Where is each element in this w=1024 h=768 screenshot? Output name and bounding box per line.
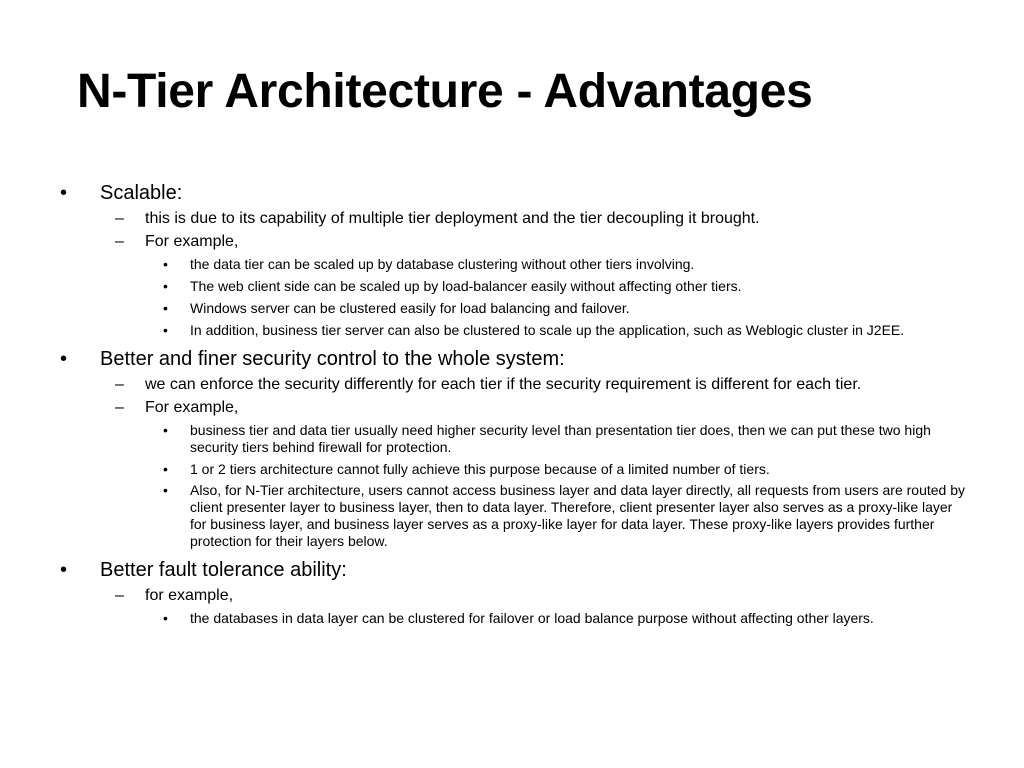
sub-item <box>60 375 970 394</box>
bullet-marker: • <box>163 256 168 273</box>
bullet-item-scalable <box>60 181 970 205</box>
sub-item-text: this is due to its capability of multiple tier deployment and the tier decoupling it brought. <box>145 210 760 227</box>
sub-item <box>60 232 970 251</box>
bullet-marker: • <box>60 347 68 370</box>
sub-item-text: we can enforce the security differently for each tier if the security requirement is different for each tier. <box>145 375 862 393</box>
sub-item-text: For example, <box>145 233 239 251</box>
sub-item <box>60 586 970 605</box>
bullet-item-fault-tolerance <box>60 558 970 582</box>
detail-item <box>60 610 970 627</box>
detail-text: In addition, business tier server can also be clustered to scale up the application, such as Weblogic cluster in J2EE. <box>190 321 905 338</box>
detail-item <box>60 300 970 317</box>
detail-text: The web client side can be scaled up by load-balancer easily without affecting other tiers. <box>190 278 742 295</box>
sub-item-text: For example, <box>145 398 239 416</box>
bullet-item-security <box>60 347 970 371</box>
dash-marker: – <box>115 210 124 227</box>
detail-text: Windows server can be clustered easily for load balancing and failover. <box>190 299 630 316</box>
detail-item <box>60 278 970 295</box>
dash-marker: – <box>115 233 124 251</box>
sub-item-text: for example, <box>145 586 234 604</box>
detail-item <box>60 256 970 273</box>
bullet-marker: • <box>60 182 68 204</box>
sub-item <box>60 209 970 228</box>
bullet-marker: • <box>163 482 168 499</box>
bullet-marker: • <box>163 421 168 438</box>
detail-text: 1 or 2 tiers architecture cannot fully achieve this purpose because of a limited number of tiers. <box>190 460 770 477</box>
detail-text: Also, for N-Tier architecture, users cannot access business layer and data layer directly, all requests from users are routed by client presenter layer to business layer, then to data layer. Therefore, client presenter layer also serves as a proxy-like layer for business layer, and business layer serves as a proxy-like layer for data layer. These proxy-like layers provides further protection for their layers below. <box>190 482 966 549</box>
detail-text: business tier and data tier usually need higher security level than presentation tier does, then we can put these two high security tiers behind firewall for protection. <box>190 421 931 455</box>
bullet-marker: • <box>163 609 168 626</box>
slide-body <box>60 181 970 627</box>
bullet-marker: • <box>60 558 68 581</box>
bullet-heading: Better fault tolerance ability: <box>100 558 347 581</box>
dash-marker: – <box>115 375 124 393</box>
detail-item <box>60 482 970 549</box>
detail-text: the databases in data layer can be clustered for failover or load balance purpose without affecting other layers. <box>190 609 874 626</box>
dash-marker: – <box>115 586 124 604</box>
sub-item <box>60 398 970 417</box>
bullet-heading: Better and finer security control to the whole system: <box>100 347 565 370</box>
detail-text: the data tier can be scaled up by database clustering without other tiers involving. <box>190 256 695 273</box>
dash-marker: – <box>115 398 124 416</box>
bullet-marker: • <box>163 278 168 295</box>
bullet-heading: Scalable: <box>100 182 183 204</box>
bullet-marker: • <box>163 460 168 477</box>
slide-title: N-Tier Architecture - Advantages <box>77 65 813 118</box>
bullet-marker: • <box>163 321 168 338</box>
bullet-marker: • <box>163 299 168 316</box>
detail-item <box>60 322 970 339</box>
detail-item <box>60 461 970 478</box>
detail-item <box>60 422 970 456</box>
